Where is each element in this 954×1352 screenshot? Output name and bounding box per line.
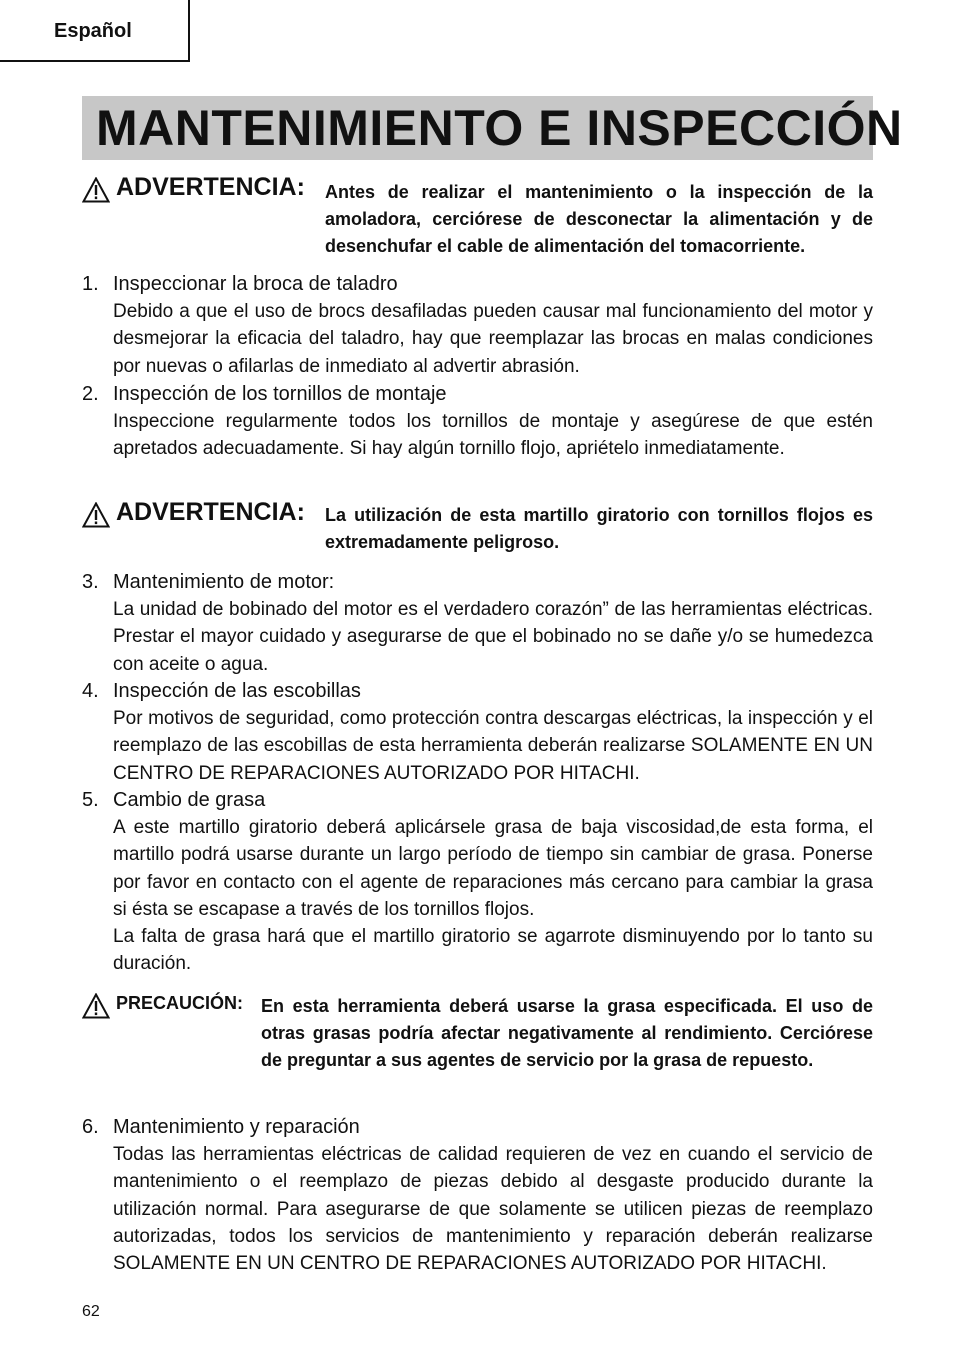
item-text (113, 814, 873, 978)
item-title: Inspección de los tornillos de montaje (113, 383, 447, 405)
item-title: Mantenimiento y reparación (113, 1116, 360, 1138)
item-number: 5. (82, 789, 99, 811)
warning-triangle-icon (82, 502, 110, 528)
item-number: 4. (82, 680, 99, 702)
warning-text: Antes de realizar el mantenimiento o la inspección de la amoladora, cerciórese de desconectar la alimentación y de desenchufar el cable de alimentación del tomacorriente. (325, 182, 873, 256)
item-paragraph: La falta de grasa hará que el martillo giratorio se agarrote disminuyendo por lo tanto su duración. (113, 926, 873, 975)
item-title: Mantenimiento de motor: (113, 571, 335, 593)
item-title: Cambio de grasa (113, 789, 266, 811)
item-number: 6. (82, 1116, 99, 1138)
language-label: Español (54, 20, 132, 42)
page-number: 62 (82, 1303, 100, 1320)
language-tab (0, 0, 190, 62)
item-text: Inspeccione regularmente todos los tornillos de montaje y asegúrese de que estén apretados adecuadamente. Si hay algún tornillo flojo, apriételo inmediatamente. (113, 411, 873, 460)
warning-text: La utilización de esta martillo giratorio con tornillos flojos es extremadamente peligroso. (325, 505, 873, 552)
title-bar (82, 96, 903, 160)
item-number: 3. (82, 571, 99, 593)
item-text: Todas las herramientas eléctricas de calidad requieren de vez en cuando el servicio de mantenimiento o el reemplazo de piezas debido al desgaste producido durante la utilización normal. Para asegurarse de que solamente se utilicen piezas de reemplazo autorizadas, todos los servicios de mantenimiento y reparación deberán realizarse SOLAMENTE EN UN CENTRO DE REPARACIONES AUTORIZADO POR HITACHI. (113, 1144, 873, 1275)
item-number: 1. (82, 273, 99, 295)
warning-label: ADVERTENCIA: (116, 173, 305, 201)
warning-triangle-icon (82, 993, 110, 1019)
item-text: Debido a que el uso de brocs desafiladas pueden causar mal funcionamiento del motor y desmejorar la eficacia del taladro, hay que reemplazar las brocas en malas condiciones por nuevas o afilarlas de inmediato al advertir abrasión. (113, 301, 873, 377)
item-paragraph: A este martillo giratorio deberá aplicársele grasa de baja viscosidad,de esta forma, el martillo podrá usarse durante un largo período de tiempo sin cambiar de grasa. Ponerse por favor en contacto con el agente de reparaciones más cercano para cambiar la grasa si ésta se escapase a través de los tornillos flojos. (113, 817, 873, 920)
item-title: Inspección de las escobillas (113, 680, 361, 702)
caution-label: PRECAUCIÓN: (116, 993, 244, 1013)
item-text: Por motivos de seguridad, como protección contra descargas eléctricas, la inspección y el reemplazo de las escobillas de esta herramienta deberán realizarse SOLAMENTE EN UN CENTRO DE REPARACIONES AUTORIZADO POR HITACHI. (113, 708, 873, 784)
item-title: Inspeccionar la broca de taladro (113, 273, 398, 295)
item-number: 2. (82, 383, 99, 405)
warning-triangle-icon (82, 177, 110, 203)
page-title: MANTENIMIENTO E INSPECCIÓN (96, 100, 903, 156)
item-text: La unidad de bobinado del motor es el verdadero corazón” de las herramientas eléctricas. Prestar el mayor cuidado y asegurarse de que el bobinado no se dañe y/o se humedezca con aceite o agua. (113, 599, 873, 675)
caution-text: En esta herramienta deberá usarse la grasa especificada. El uso de otras grasas podría afectar negativamente al rendimiento. Cerciórese de preguntar a sus agentes de servicio por la grasa de repuesto. (261, 996, 873, 1070)
warning-label: ADVERTENCIA: (116, 498, 305, 526)
